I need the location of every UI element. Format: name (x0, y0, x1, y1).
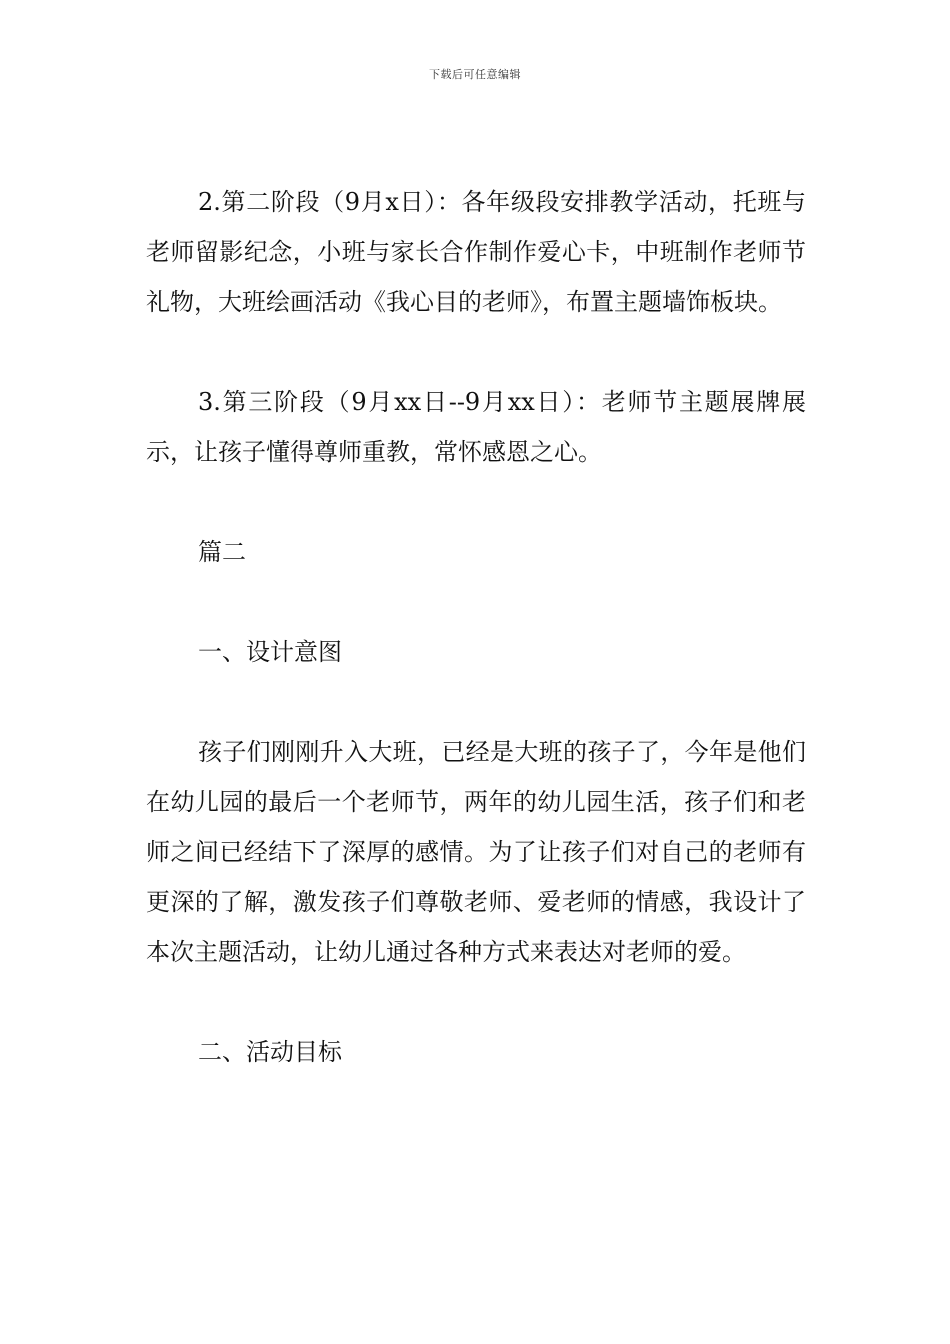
header-note: 下载后可任意编辑 (429, 68, 521, 81)
paragraph-stage-2: 2.第二阶段（9月x日）：各年级段安排教学活动，托班与老师留影纪念，小班与家长合作制作爱心卡，中班制作老师节礼物，大班绘画活动《我心目的老师》，布置主题墙饰板块。 (146, 188, 806, 316)
section-heading-activity-goals: 二、活动目标 (198, 1038, 342, 1066)
paragraph-stage-3: 3.第三阶段（9月xx日--9月xx日）：老师节主题展牌展示，让孩子懂得尊师重教，常怀感恩之心。 (146, 388, 806, 466)
section-heading-part-2: 篇二 (198, 538, 246, 566)
paragraph-design-intent: 孩子们刚刚升入大班，已经是大班的孩子了，今年是他们在幼儿园的最后一个老师节，两年的幼儿园生活，孩子们和老师之间已经结下了深厚的感情。为了让孩子们对自己的老师有更深的了解，激发孩子们尊敬老师、爱老师的情感，我设计了本次主题活动，让幼儿通过各种方式来表达对老师的爱。 (146, 738, 806, 966)
document-body (146, 177, 806, 1127)
section-heading-design-intent: 一、设计意图 (198, 638, 342, 666)
